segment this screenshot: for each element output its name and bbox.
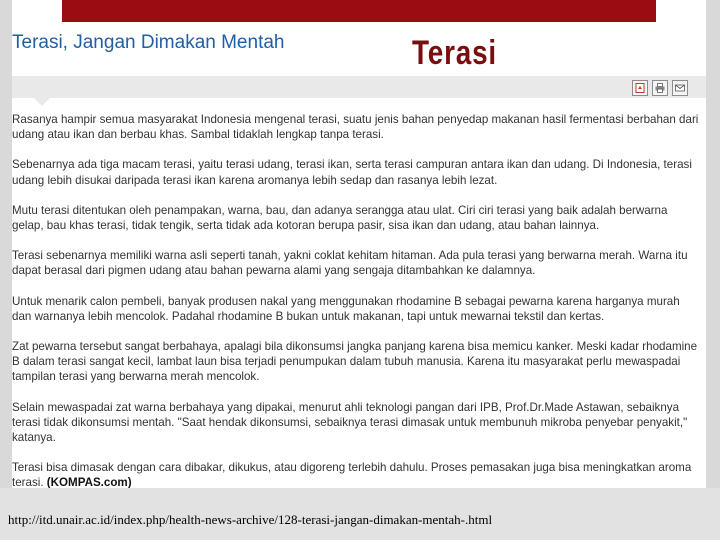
article-paragraph: Rasanya hampir semua masyarakat Indonesia mengenal terasi, suatu jenis bahan penyedap makanan hasil fermentasi berbahan dari udang atau ikan dan berbau khas. Sambal tidaklah lengkap tanpa terasi. — [12, 113, 699, 142]
article-paragraph: Selain mewaspadai zat warna berbahaya yang dipakai, menurut ahli teknologi pangan dari IPB, Prof.Dr.Made Astawan, sebaiknya terasi tidak dikonsumsi mentah. "Saat hendak dikonsumsi, sebaiknya terasi dimasak untuk membunuh mikroba penyebar penyakit," katanya. — [12, 400, 688, 445]
article-paragraph: Terasi sebenarnya memiliki warna asli seperti tanah, yakni coklat kehitam hitaman. Ada pula terasi yang berwarna merah. Warna itu dapat berasal dari pigmen udang atau bahan pewarna alami yang sengaja ditambahkan ke dalamnya. — [12, 249, 688, 278]
last-paragraph-text: Terasi bisa dimasak dengan cara dibakar, dikukus, atau digoreng terlebih dahulu. Proses pemasakan juga bisa meningkatkan aroma terasi. — [12, 461, 692, 488]
article-toolbar — [632, 80, 688, 96]
pdf-icon[interactable] — [632, 80, 648, 96]
article-paragraph: Untuk menarik calon pembeli, banyak produsen nakal yang menggunakan rhodamine B sebagai pewarna karena harganya murah dan warnanya lebih mencolok. Padahal rhodamine B bukan untuk makanan, tapi untuk mewarnai tekstil dan kertas. — [12, 294, 680, 323]
left-border — [0, 0, 12, 540]
source-credit: (KOMPAS.com) — [46, 476, 132, 488]
email-icon[interactable] — [672, 80, 688, 96]
slide-heading: Terasi — [412, 34, 497, 72]
top-accent-bar — [62, 0, 656, 22]
article-body — [12, 112, 702, 488]
right-border — [706, 0, 720, 540]
article-title: Terasi, Jangan Dimakan Mentah — [12, 32, 285, 53]
article-screenshot — [12, 22, 706, 488]
article-toolbar-band — [12, 76, 706, 98]
article-paragraph: Sebenarnya ada tiga macam terasi, yaitu terasi udang, terasi ikan, serta terasi campuran antara ikan dan udang. Di Indonesia, terasi udang lebih disukai daripada terasi ikan karena aromanya lebih sedap dan rasanya lebih lezat. — [12, 158, 692, 187]
article-paragraph: Zat pewarna tersebut sangat berbahaya, apalagi bila dikonsumsi jangka panjang karena bisa memicu kanker. Meski kadar rhodamine B dalam terasi sangat kecil, lambat laun bisa terjadi penumpukan dalam tubuh manusia. Karena itu masyarakat perlu mewaspadai tampilan terasi yang berwarna merah mencolok. — [12, 340, 698, 384]
print-icon[interactable] — [652, 80, 668, 96]
article-paragraph: Mutu terasi ditentukan oleh penampakan, warna, bau, dan adanya serangga atau ulat. Ciri ciri terasi yang baik adalah berwarna gelap, bau khas terasi, tidak tengik, serta tidak ada kotoran berupa pasir, sisa ikan dan udang, atau bahan lainnya. — [12, 203, 668, 233]
article-paragraph-last — [12, 460, 702, 488]
band-pointer — [34, 98, 50, 106]
source-url[interactable]: http://itd.unair.ac.id/index.php/health-news-archive/128-terasi-jangan-dimakan-mentah-.html — [8, 512, 493, 527]
